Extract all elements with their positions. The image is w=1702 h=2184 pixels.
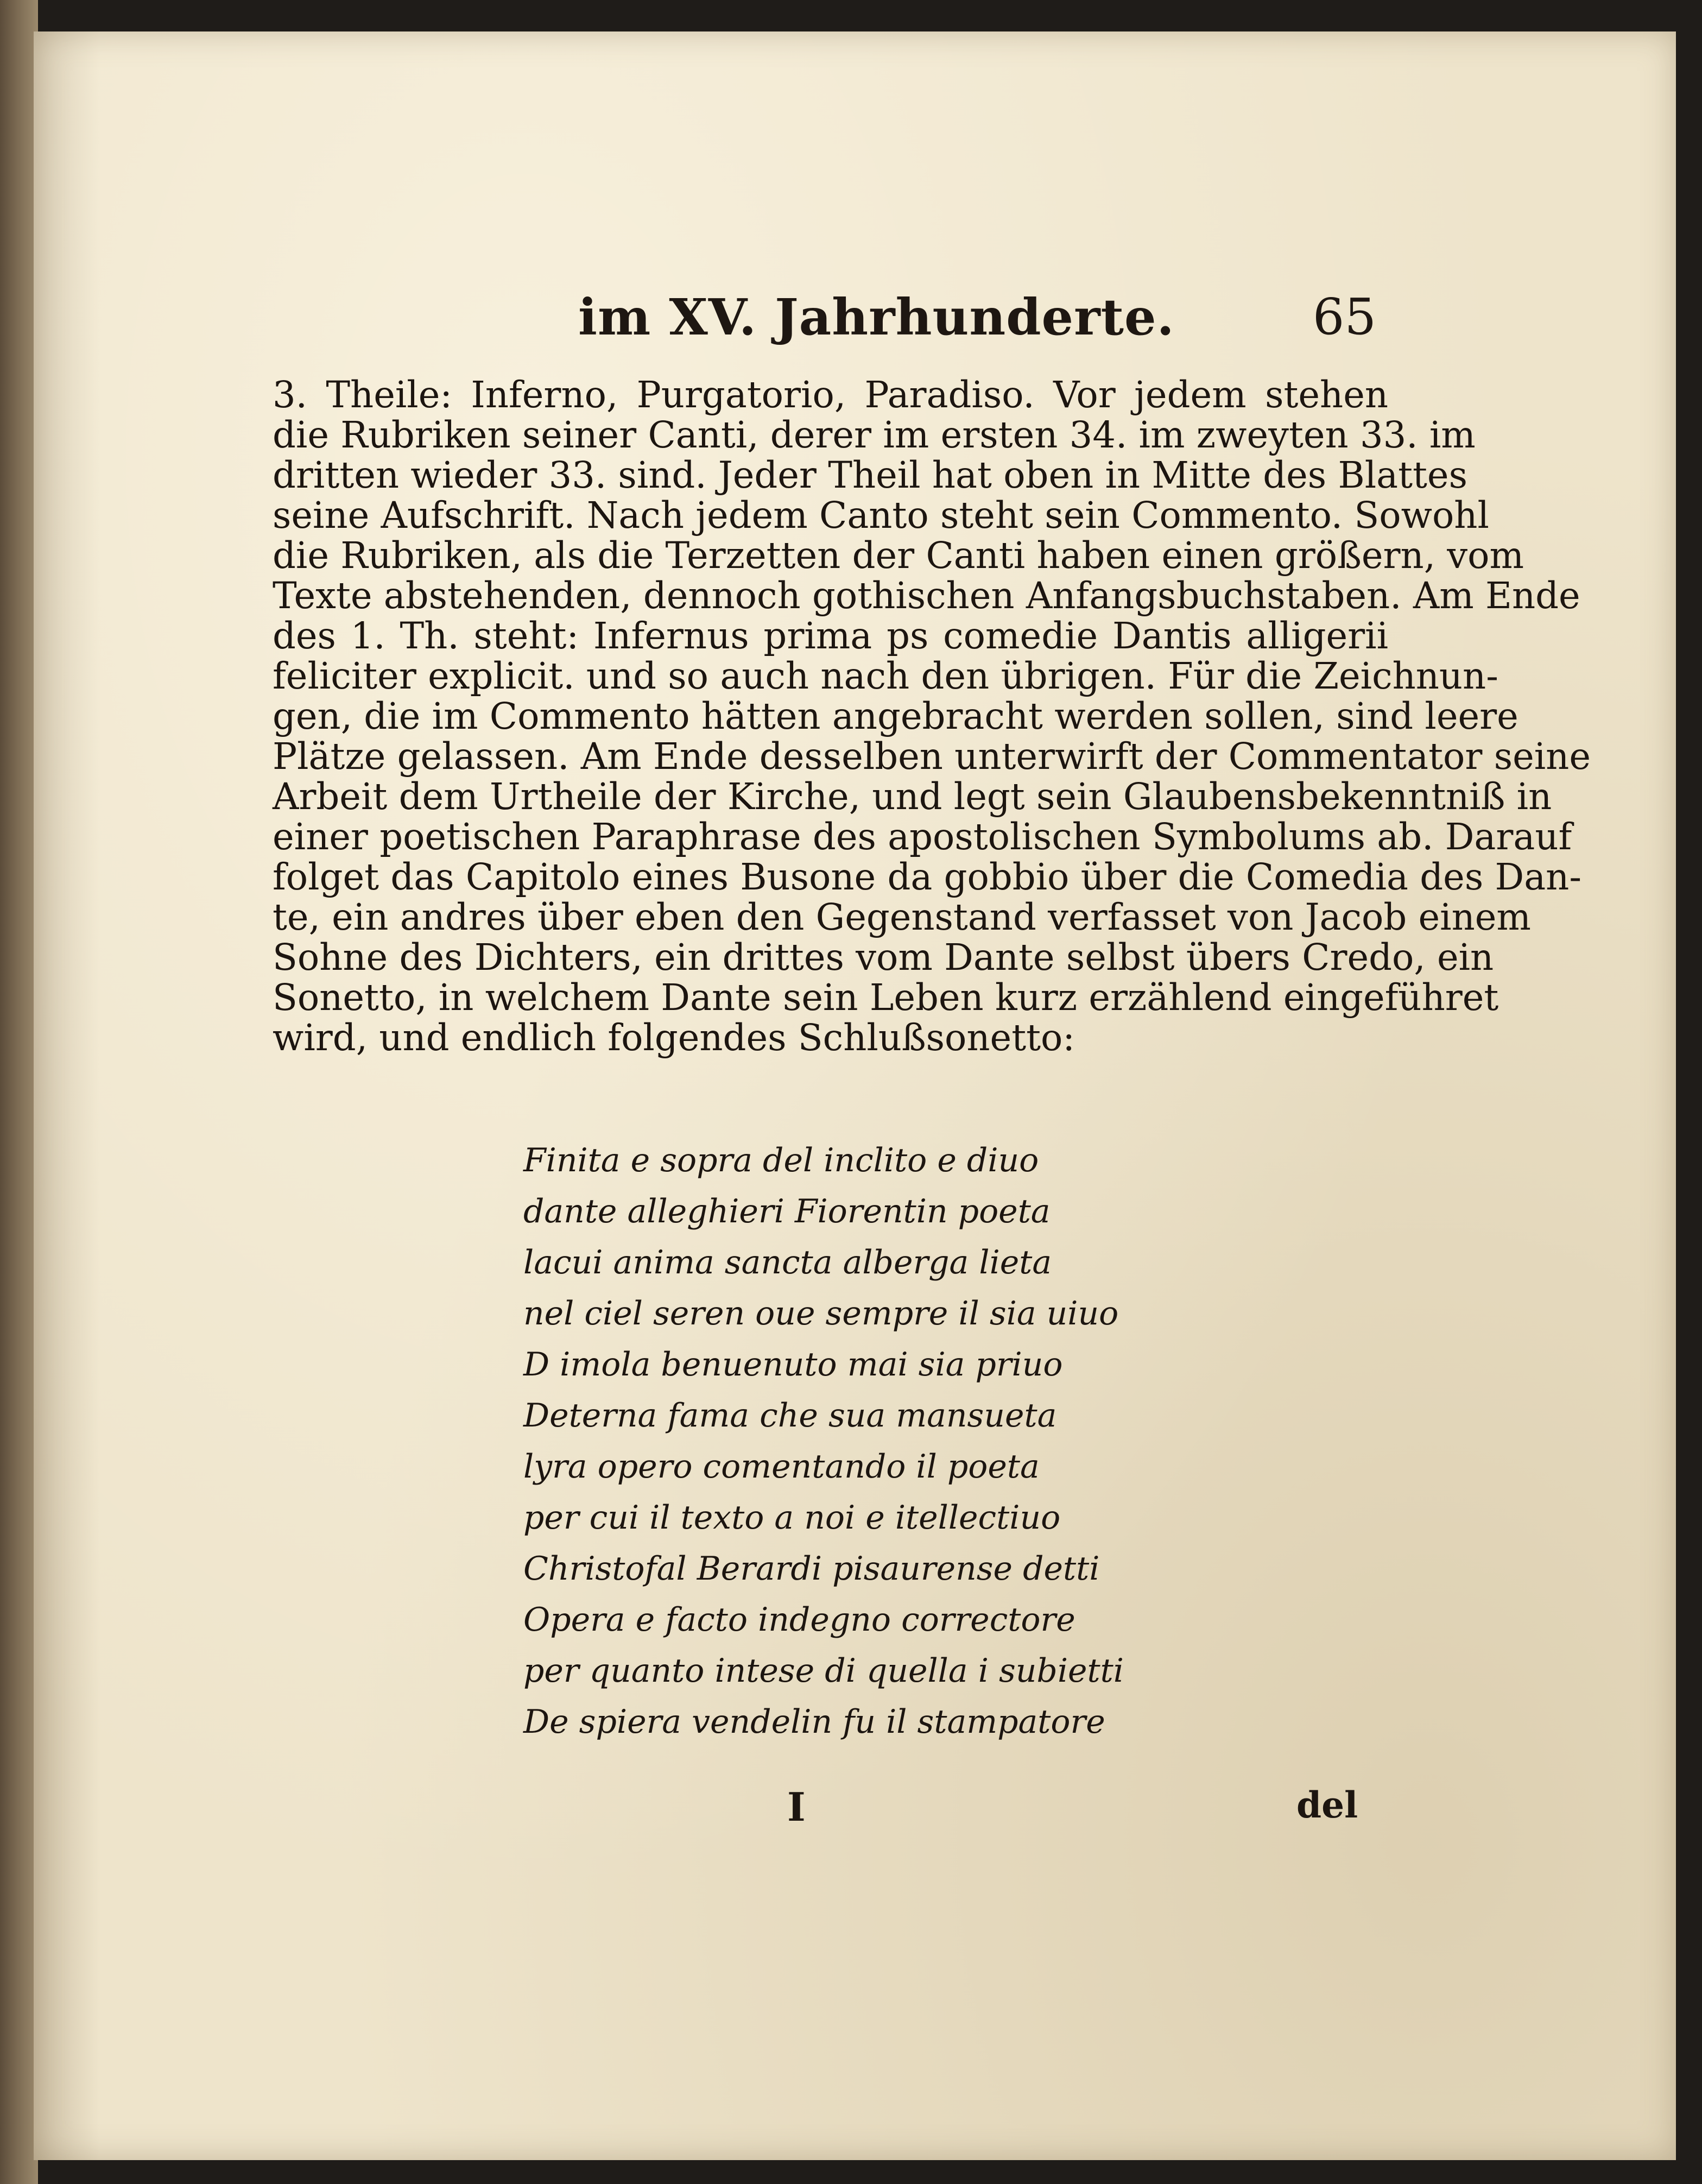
signature-mark: I [787, 1784, 806, 1830]
previous-page-edge [0, 0, 38, 2184]
body-paragraph [273, 374, 1591, 1059]
page-header [578, 288, 1376, 358]
text-line: 3. Theile: Inferno, Purgatorio, Paradiso. Vor jedem stehen [273, 374, 1388, 416]
text-line: gen, die im Commento hätten angebracht werden sollen, sind leere [273, 695, 1518, 737]
text-line: Arbeit dem Urtheile der Kirche, und legt sein Glaubensbekenntniß in [273, 775, 1552, 818]
sonnet-verse: per quanto intese di quella i subietti [523, 1652, 1124, 1690]
sonnet-verse: D imola benuenuto mai sia priuo [523, 1346, 1063, 1384]
running-title: im XV. Jahrhunderte. [578, 288, 1175, 346]
text-line: folget das Capitolo eines Busone da gobbio über die Comedia des Dan- [273, 856, 1581, 898]
sonnet-verse: lacui anima sancta alberga lieta [523, 1244, 1052, 1282]
closing-sonnet [523, 1135, 1175, 1747]
text-line: Plätze gelassen. Am Ende desselben unterwirft der Commentator seine [273, 735, 1591, 778]
sonnet-verse: lyra opero comentando il poeta [523, 1448, 1040, 1486]
text-line: Sonetto, in welchem Dante sein Leben kurz erzählend eingeführet [273, 976, 1499, 1019]
sonnet-verse: per cui il texto a noi e itellectiuo [523, 1499, 1061, 1537]
page-number: 65 [1312, 288, 1376, 346]
text-line: Sohne des Dichters, ein drittes vom Dante selbst übers Credo, ein [273, 936, 1494, 979]
text-line: Texte abstehenden, dennoch gothischen Anfangsbuchstaben. Am Ende [273, 575, 1580, 617]
sonnet-verse: nel ciel seren oue sempre il sia uiuo [523, 1295, 1119, 1333]
text-line: te, ein andres über eben den Gegenstand verfasset von Jacob einem [273, 896, 1531, 938]
text-line: des 1. Th. steht: Infernus prima ps comedie Dantis alligerii [273, 615, 1388, 657]
text-line: wird, und endlich folgendes Schlußsonetto: [273, 1017, 1075, 1059]
sonnet-verse: De spiera vendelin fu il stampatore [523, 1703, 1105, 1741]
sonnet-verse: dante alleghieri Fiorentin poeta [523, 1192, 1051, 1230]
text-line: einer poetischen Paraphrase des apostolischen Symbolums ab. Darauf [273, 816, 1572, 858]
sonnet-verse: Deterna fama che sua mansueta [523, 1397, 1057, 1435]
text-line: die Rubriken, als die Terzetten der Canti haben einen größern, vom [273, 534, 1524, 577]
text-line: seine Aufschrift. Nach jedem Canto steht sein Commento. Sowohl [273, 494, 1489, 536]
catchword: del [1296, 1784, 1358, 1826]
sonnet-verse: Christofal Berardi pisaurense detti [523, 1550, 1100, 1588]
text-line: die Rubriken seiner Canti, derer im ersten 34. im zweyten 33. im [273, 414, 1476, 456]
text-line: dritten wieder 33. sind. Jeder Theil hat oben in Mitte des Blattes [273, 454, 1467, 496]
sonnet-verse: Finita e sopra del inclito e diuo [523, 1141, 1039, 1179]
sonnet-verse: Opera e facto indegno correctore [523, 1601, 1075, 1639]
text-line: feliciter explicit. und so auch nach den übrigen. Für die Zeichnun- [273, 655, 1498, 697]
